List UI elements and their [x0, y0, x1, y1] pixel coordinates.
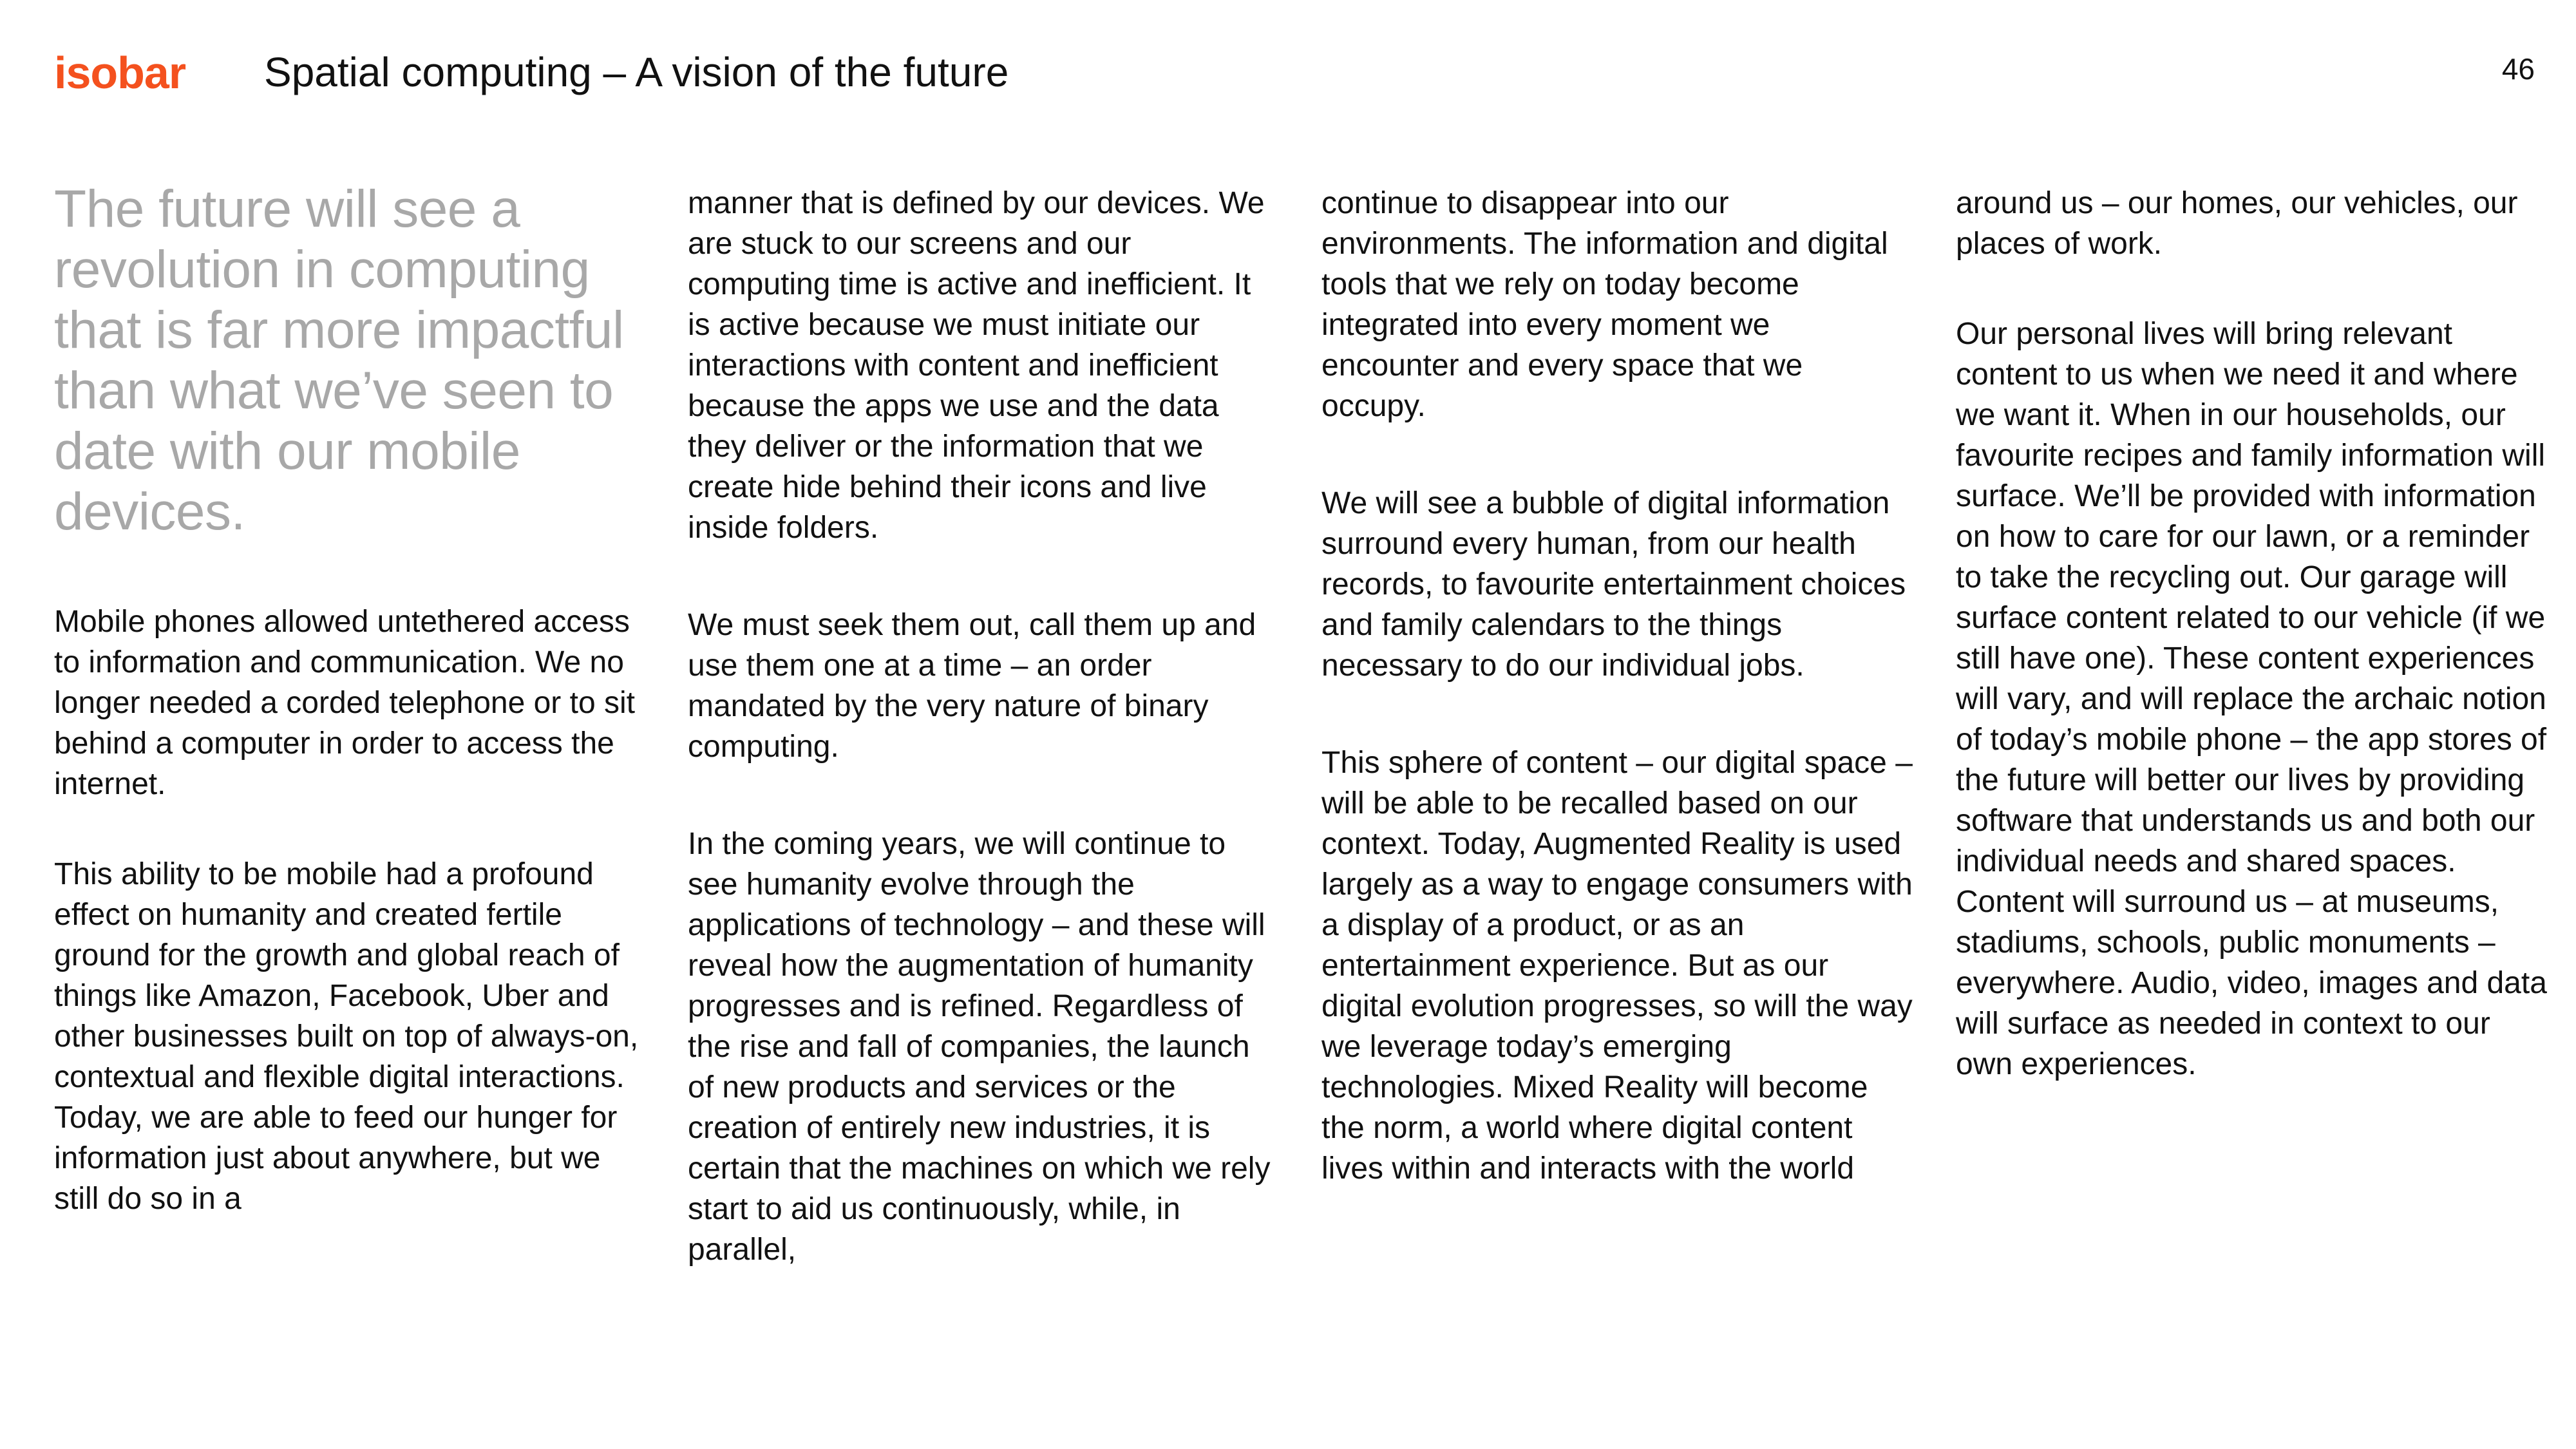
column-4-body [1956, 183, 2548, 1084]
paragraph: This sphere of content – our digital space – will be able to be recalled based on our context. Today, Augmented Reality is used largely as a way to engage consumers with a display of a product, or as an entertainment experience. But as our digital evolution progresses, so will the way we leverage today’s emerging technologies. Mixed Reality will become the norm, a world where digital content lives within and interacts with the world [1321, 746, 1913, 1186]
paragraph: Mobile phones allowed untethered access to information and communication. We no longer needed a corded telephone or to sit behind a computer in order to access the internet. [54, 605, 635, 801]
paragraph: In the coming years, we will continue to see humanity evolve through the applications of technology – and these will reveal how the augmentation of humanity progresses and is refined. Regardless of the rise and fall of companies, the launch of new products and services or the creation of entirely new industries, it is certain that the machines on which we rely start to aid us continuously, while, in parallel, [688, 827, 1271, 1267]
column-2-body [688, 183, 1280, 1270]
paragraph: This ability to be mobile had a profound effect on humanity and created fertile ground for the growth and global reach of things like Amazon, Facebook, Uber and other businesses built on top of always-on, contextual and flexible digital interactions. Today, we are able to feed our hunger for information just about anywhere, but we still do so in a [54, 857, 639, 1216]
paragraph: We must seek them out, call them up and use them one at a time – an order mandated by the very nature of binary computing. [688, 608, 1256, 764]
paragraph: We will see a bubble of digital information surround every human, from our health records, to favourite entertainment choices and family calendars to the things necessary to do our individual jobs. [1321, 486, 1906, 683]
column-3-body [1321, 183, 1914, 1189]
paragraph: manner that is defined by our devices. We are stuck to our screens and our computing time is active and inefficient. It is active because we must initiate our interactions with content and inefficient because the apps we use and the data they deliver or the information that we create hide behind their icons and live inside folders. [688, 186, 1265, 545]
isobar-logo: isobar [54, 48, 186, 98]
paragraph: continue to disappear into our environments. The information and digital tools that we rely on today become integrated into every moment we encounter and every space that we occupy. [1321, 186, 1888, 423]
column-1-body [54, 601, 647, 1219]
paragraph: Our personal lives will bring relevant content to us when we need it and where we want it. When in our households, our favourite recipes and family information will surface. We’ll be provided with information on how to care for our lawn, or a reminder to take the recycling out. Our garage will surface content related to our vehicle (if we still have one). These content experiences will vary, and will replace the archaic notion of today’s mobile phone – the app stores of the future will better our lives by providing software that understands us and both our individual needs and shared spaces. Content will surround us – at museums, stadiums, schools, public monuments – everywhere. Audio, video, images and data will surface as needed in context to our own experiences. [1956, 317, 2547, 1081]
lead-statement: The future will see a revolution in computing that is far more impactful than what we’ve seen to date with our mobile devices. [54, 180, 624, 541]
page-number: 46 [2501, 52, 2535, 86]
paragraph: around us – our homes, our vehicles, our places of work. [1956, 186, 2518, 261]
page-title: Spatial computing – A vision of the future [264, 49, 1009, 95]
